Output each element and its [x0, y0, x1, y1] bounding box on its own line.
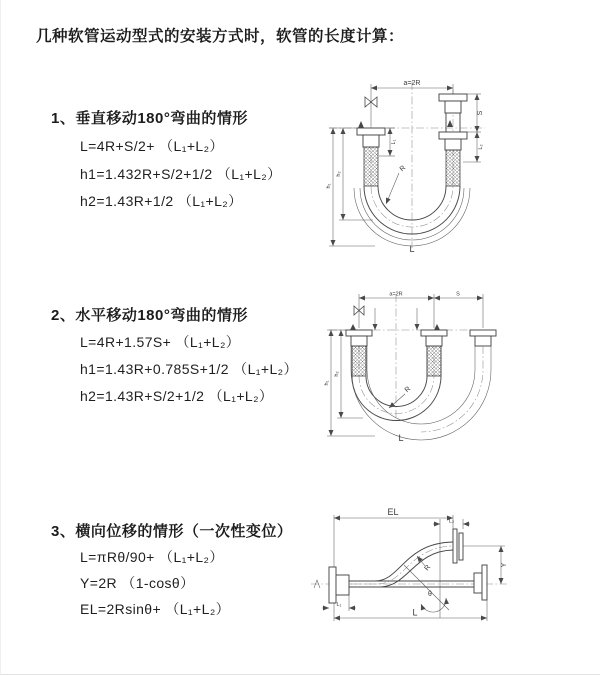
angle-theta — [404, 565, 449, 612]
section-2-formula-L: L=4R+1.57S+ （L₁+L₂） — [80, 334, 241, 350]
left-flange — [329, 567, 349, 603]
dim-label-r: R — [403, 385, 413, 395]
section-1-formula-h2: h2=1.43R+1/2 （L₁+L₂） — [80, 193, 243, 209]
dim-label-el: EL — [387, 507, 399, 517]
radius-callout — [386, 165, 407, 204]
dim-label-l2: L₂ — [478, 144, 484, 150]
dim-label-a2r: a=2R — [403, 80, 421, 87]
section-2-heading: 2、水平移动180°弯曲的情形 — [51, 307, 248, 324]
dim-label-r: R — [423, 563, 433, 573]
dim-el — [334, 507, 453, 567]
braided-hose-section — [446, 150, 460, 186]
move-arrow-up — [447, 120, 453, 127]
diagram-vertical-180-bend — [317, 74, 501, 254]
section-3-formula-L: L=πRθ/90+ （L₁+L₂） — [80, 549, 224, 565]
dim-label-length: L — [409, 244, 415, 254]
move-arrow-up — [358, 121, 364, 128]
section-1-formula-L: L=4R+S/2+ （L₁+L₂） — [80, 138, 224, 154]
section-1-heading: 1、垂直移动180°弯曲的情形 — [51, 110, 248, 127]
right-flange — [474, 565, 487, 600]
braided-hose-section — [364, 147, 378, 186]
diagram-horizontal-180-bend — [317, 288, 501, 444]
dim-label-h2: h₂ — [336, 171, 342, 177]
dim-label-a2r: a=2R — [389, 291, 403, 298]
right-upper-flange — [439, 94, 467, 113]
section-2-formula-h1: h1=1.43R+0.785S+1/2 （L₁+L₂） — [80, 361, 298, 377]
dim-label-length: L — [398, 433, 404, 443]
dim-l2 — [433, 519, 470, 619]
dim-label-length: L — [412, 607, 418, 618]
hose-s-curve — [349, 542, 453, 587]
dim-label-s: S — [477, 110, 484, 116]
dim-label-s: S — [456, 291, 460, 298]
dim-label-r: R — [398, 164, 408, 174]
dim-l1 — [322, 595, 356, 611]
dim-label-h2: h₂ — [334, 371, 340, 377]
section-3-formula-Y: Y=2R （1-cosθ） — [80, 575, 195, 591]
move-arrow-up — [434, 324, 440, 330]
dim-label-h1: h₁ — [324, 380, 330, 386]
section-3-formula-EL: EL=2Rsinθ+ （L₁+L₂） — [80, 601, 231, 617]
radius-callout — [389, 386, 412, 408]
move-arrow-up — [350, 324, 356, 330]
upper-flange — [453, 529, 463, 563]
section-3-heading: 3、横向位移的情形（一次性变位） — [51, 523, 293, 540]
dim-label-l1: L₁ — [391, 139, 397, 145]
section-2-formula-h2: h2=1.43R+S/2+1/2 （L₁+L₂） — [80, 388, 274, 404]
dim-label-theta: θ — [428, 591, 432, 598]
valve-icon — [354, 304, 364, 328]
dim-label-h1: h₁ — [326, 183, 332, 189]
braided-hose-section — [427, 346, 441, 376]
braided-hose-section — [352, 346, 366, 376]
right-flange — [470, 330, 496, 346]
dim-a-2r — [359, 292, 483, 329]
dim-s — [434, 292, 483, 299]
valve-icon — [365, 96, 377, 126]
diagram-lateral-displacement — [309, 505, 513, 627]
dim-l — [334, 600, 487, 621]
section-1-formula-h1: h1=1.432R+S/2+1/2 （L₁+L₂） — [80, 166, 282, 182]
page-title: 几种软管运动型式的安装方式时，软管的长度计算： — [36, 28, 405, 45]
dim-label-l1: L₁ — [336, 602, 342, 608]
hose-moved-position — [351, 346, 491, 440]
dim-s — [467, 94, 484, 132]
dim-label-l2: L₂ — [448, 518, 455, 525]
dim-label-y: Y — [501, 562, 508, 568]
